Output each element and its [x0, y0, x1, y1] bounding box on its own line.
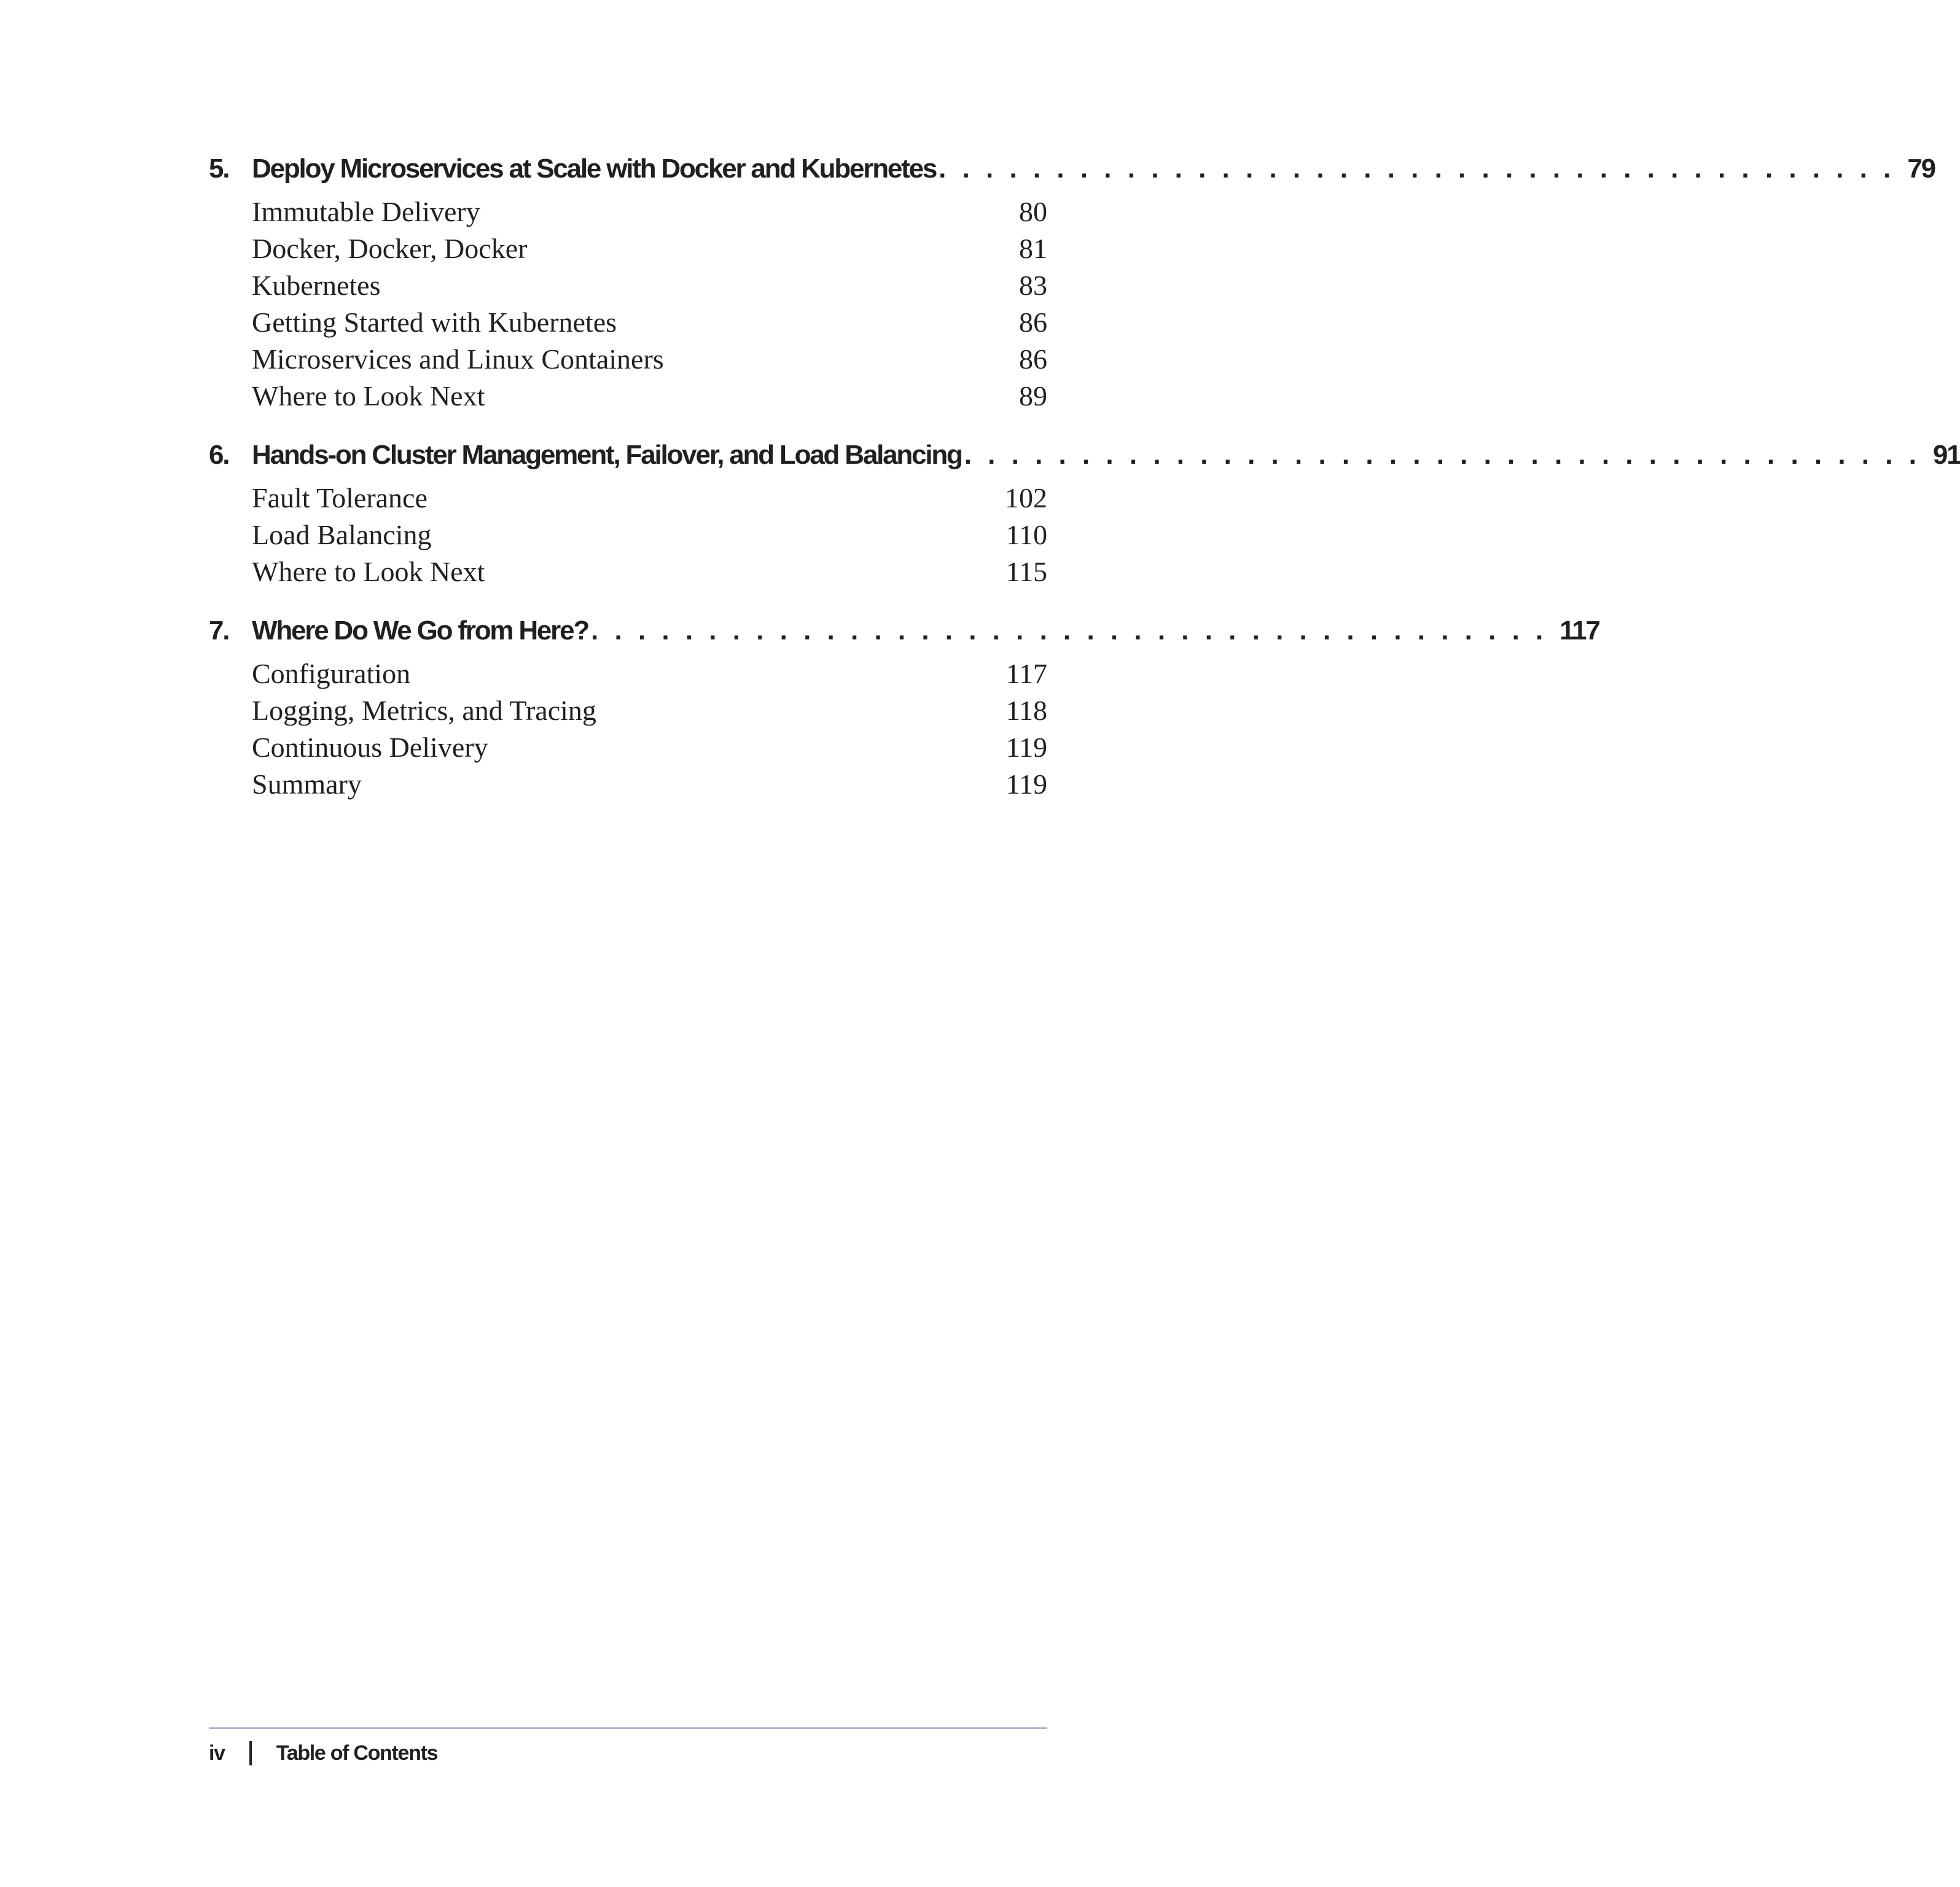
section-title: Where to Look Next [252, 556, 485, 587]
section-page-number: 81 [1019, 233, 1047, 264]
section-page-number: 102 [1005, 482, 1047, 514]
section-title: Where to Look Next [252, 380, 485, 412]
section-page-number: 86 [1019, 343, 1047, 375]
page-footer [209, 1736, 437, 1770]
section-title: Summary [252, 768, 362, 800]
section-title: Docker, Docker, Docker [252, 233, 528, 264]
dot-leader: . . . . . . . . . . . . . . . . . . . . . . . . . . . . . . . . . . . . . . . . . [964, 440, 1921, 470]
chapter-number: 6. [209, 440, 229, 470]
section-title: Logging, Metrics, and Tracing [252, 695, 596, 726]
chapter-title: Where Do We Go from Here? [252, 615, 589, 646]
section-entry[interactable] [209, 555, 1047, 592]
chapter-title: Hands-on Cluster Management, Failover, and Load Balancing [252, 440, 962, 470]
chapter-number: 5. [209, 154, 229, 184]
section-entry[interactable] [209, 306, 1047, 343]
section-entry[interactable] [209, 232, 1047, 269]
chapter-page-number: 79 [1907, 154, 1935, 184]
footer-divider [209, 1727, 1047, 1729]
dot-leader: . . . . . . . . . . . . . . . . . . . . . . . . . . . . . . . . . . . . . . . . . [591, 615, 1548, 646]
footer-running-title: Table of Contents [276, 1741, 438, 1765]
section-page-number: 89 [1019, 380, 1047, 412]
chapter-heading[interactable] [209, 154, 1935, 195]
chapter-7 [209, 615, 1599, 805]
chapter-number: 7. [209, 615, 229, 646]
footer-page-number: iv [209, 1741, 225, 1765]
section-entry[interactable] [209, 694, 1047, 731]
section-title: Configuration [252, 658, 411, 689]
section-entry[interactable] [209, 657, 1047, 694]
section-page-number: 115 [1005, 556, 1047, 587]
footer-separator [249, 1741, 252, 1765]
section-entry[interactable] [209, 731, 1047, 768]
section-page-number: 119 [1005, 732, 1047, 763]
section-title: Microservices and Linux Containers [252, 343, 664, 375]
section-page-number: 119 [1005, 768, 1047, 800]
section-entry[interactable] [209, 195, 1047, 232]
dot-leader: . . . . . . . . . . . . . . . . . . . . . . . . . . . . . . . . . . . . . . . . . [939, 154, 1896, 184]
chapter-6 [209, 440, 1960, 592]
chapter-5 [209, 154, 1935, 416]
section-title: Load Balancing [252, 519, 432, 550]
section-entry[interactable] [209, 380, 1047, 416]
section-title: Getting Started with Kubernetes [252, 307, 617, 338]
section-page-number: 83 [1019, 270, 1047, 301]
section-page-number: 86 [1019, 307, 1047, 338]
section-entry[interactable] [209, 343, 1047, 380]
chapter-title: Deploy Microservices at Scale with Docker and Kubernetes [252, 154, 937, 184]
section-entry[interactable] [209, 768, 1047, 805]
section-title: Kubernetes [252, 270, 381, 301]
section-page-number: 118 [1005, 695, 1047, 726]
chapter-heading[interactable] [209, 615, 1599, 657]
section-entry[interactable] [209, 482, 1047, 518]
section-entry[interactable] [209, 518, 1047, 555]
chapter-heading[interactable] [209, 440, 1960, 482]
section-title: Fault Tolerance [252, 482, 428, 514]
table-of-contents [209, 154, 1960, 828]
section-entry[interactable] [209, 269, 1047, 306]
section-page-number: 110 [1005, 519, 1047, 550]
chapter-page-number: 117 [1560, 615, 1599, 646]
section-page-number: 80 [1019, 196, 1047, 227]
section-title: Continuous Delivery [252, 732, 488, 763]
section-title: Immutable Delivery [252, 196, 480, 227]
section-page-number: 117 [1005, 658, 1047, 689]
chapter-page-number: 91 [1932, 440, 1960, 470]
